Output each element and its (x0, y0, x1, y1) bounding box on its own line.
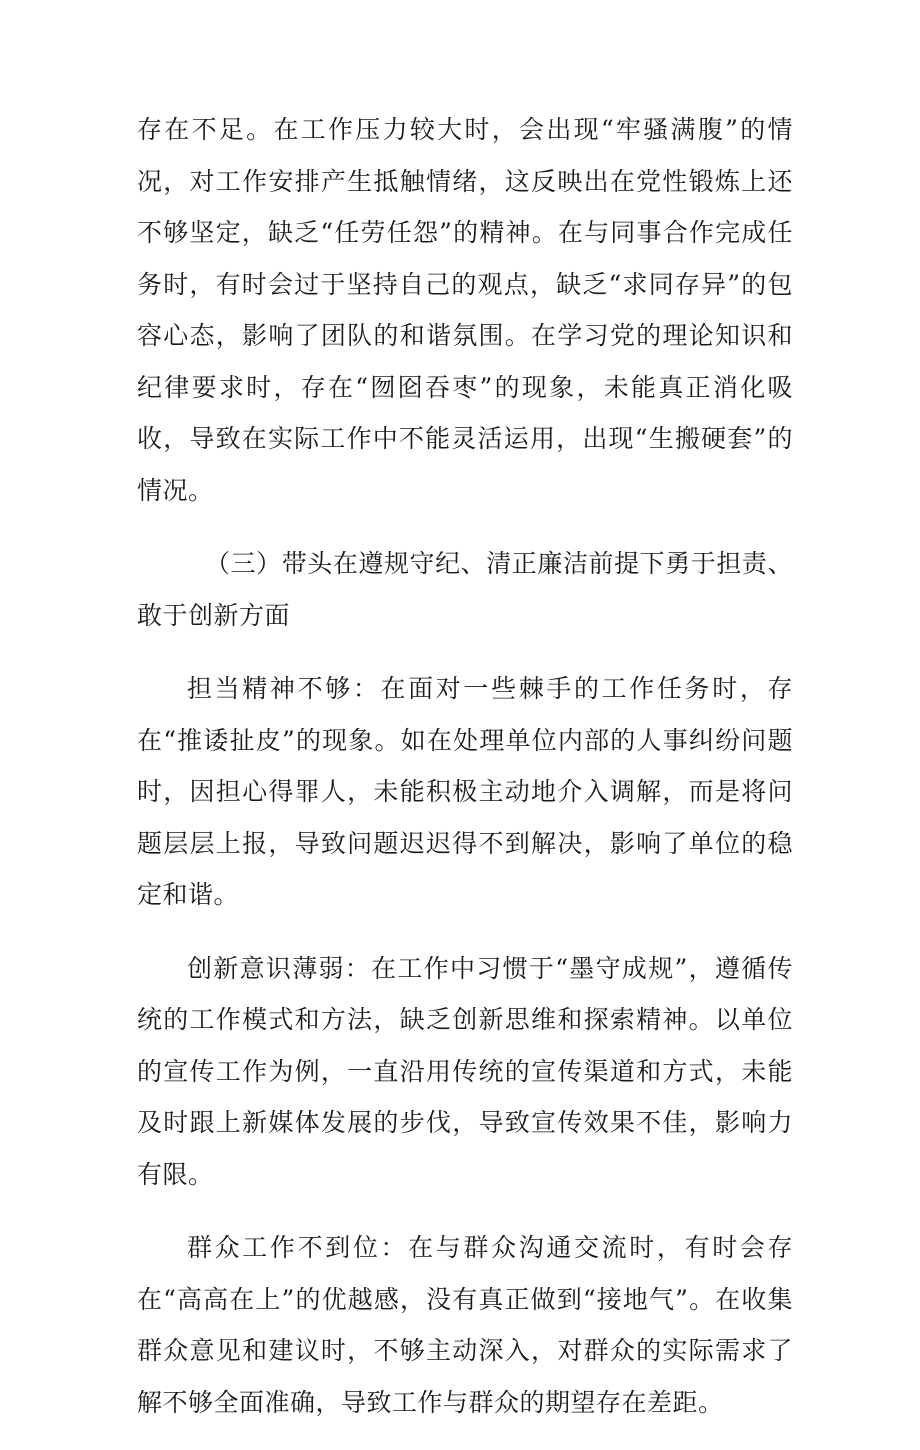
paragraph-mass-work: 群众工作不到位：在与群众沟通交流时，有时会存在“高高在上”的优越感，没有真正做到“接地气”。在收集群众意见和建议时，不够主动深入，对群众的实际需求了解不够全面准确，导致工作与群众的期望存在差距。 (137, 1233, 793, 1417)
paragraph-innovation: 创新意识薄弱：在工作中习惯于“墨守成规”，遵循传统的工作模式和方法，缺乏创新思维和探索精神。以单位的宣传工作为例，一直沿用传统的宣传渠道和方式，未能及时跟上新媒体发展的步伐，导致宣传效果不佳，影响力有限。 (137, 953, 793, 1189)
document-body (137, 104, 793, 1450)
section-heading: （三）带头在遵规守纪、清正廉洁前提下勇于担责、敢于创新方面 (137, 549, 793, 630)
paragraph-continuation: 存在不足。在工作压力较大时，会出现“牢骚满腹”的情况，对工作安排产生抵触情绪，这反映出在党性锻炼上还不够坚定，缺乏“任劳任怨”的精神。在与同事合作完成任务时，有时会过于坚持自己的观点，缺乏“求同存异”的包容心态，影响了团队的和谐氛围。在学习党的理论知识和纪律要求时，存在“囫囵吞枣”的现象，未能真正消化吸收，导致在实际工作中不能灵活运用，出现“生搬硬套”的情况。 (137, 115, 793, 505)
paragraph-responsibility: 担当精神不够：在面对一些棘手的工作任务时，存在“推诿扯皮”的现象。如在处理单位内部的人事纠纷问题时，因担心得罪人，未能积极主动地介入调解，而是将问题层层上报，导致问题迟迟得不到解决，影响了单位的稳定和谐。 (137, 674, 793, 909)
